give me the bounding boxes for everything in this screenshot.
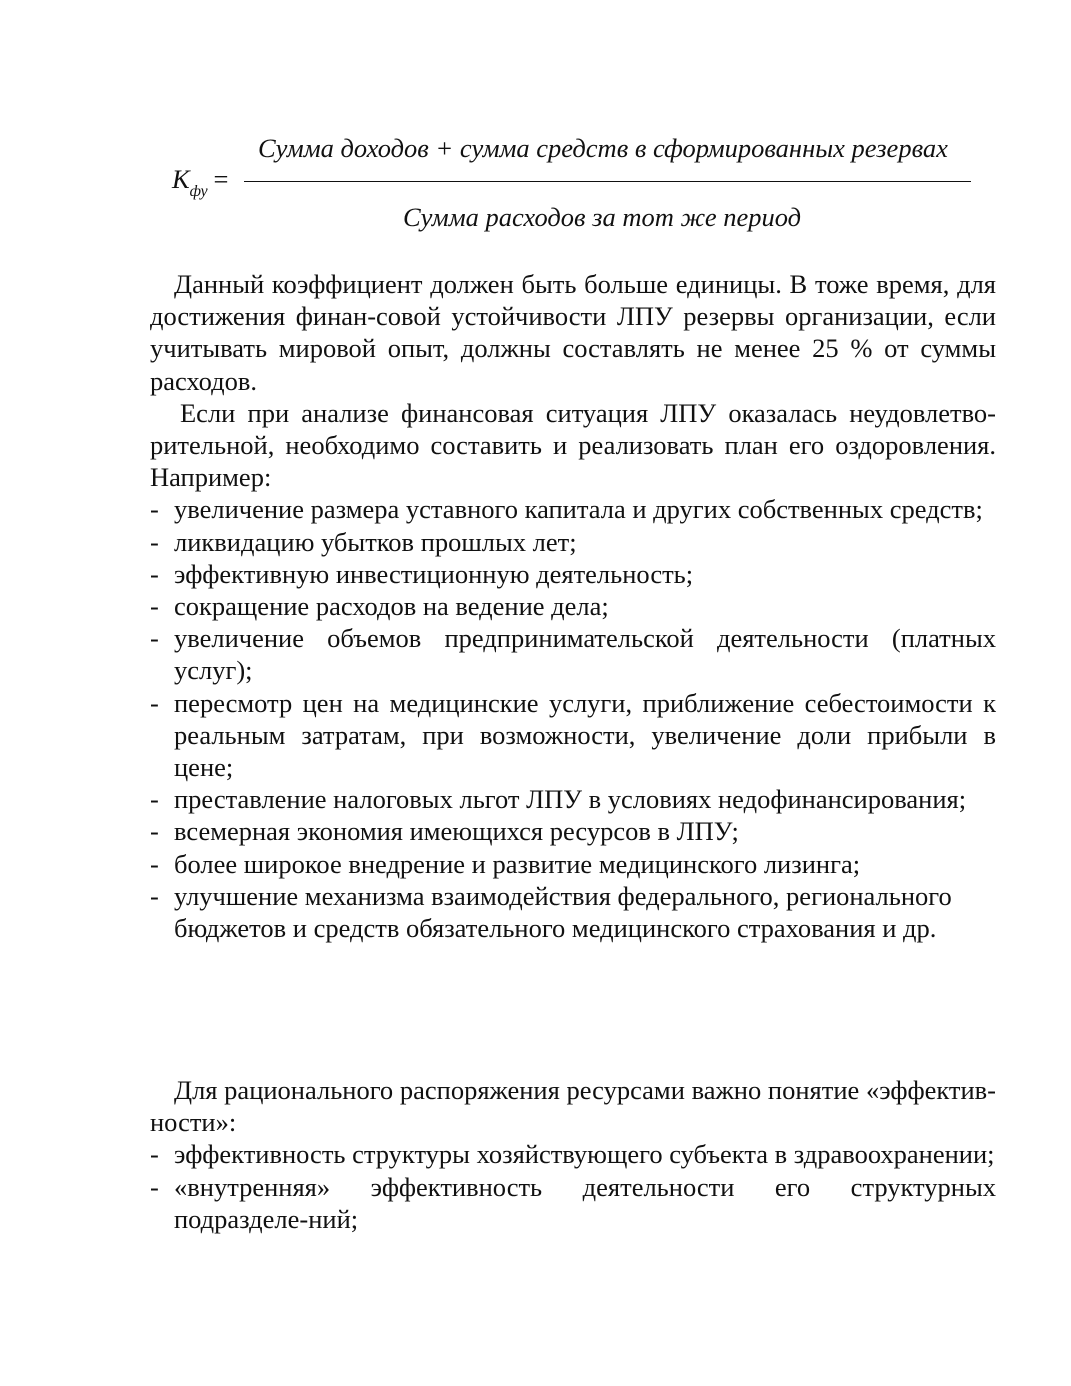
list-continuation: бюджетов и средств обязательного медицинского страхования и др. (174, 913, 937, 944)
efficiency-list (150, 1138, 996, 1235)
list-item: - эффективность структуры хозяйствующего субъекта в здравоохранении; (150, 1139, 995, 1170)
efficiency-block (150, 1074, 996, 1235)
list-item: - увеличение размера уставного капитала и других собственных средств; (150, 494, 983, 525)
coefficient-formula (0, 0, 1071, 250)
paragraph-recovery-plan: Если при анализе финансовая ситуация ЛПУ оказалась неудовлетво-рительной, необходимо составить и реализовать план его оздоровления. Например: (150, 397, 996, 493)
formula-numerator: Сумма доходов + сумма средств в сформированных резервах (258, 133, 948, 163)
list-item: - преставление налоговых льгот ЛПУ в условиях недофинансирования; (150, 784, 967, 815)
paragraph-efficiency: Для рационального распоряжения ресурсами важно понятие «эффектив-ности»: (150, 1075, 996, 1138)
formula-symbol: К (172, 164, 190, 194)
list-item: - сокращение расходов на ведение дела; (150, 591, 609, 622)
list-item: - «внутренняя» эффективность деятельности его структурных подразделе-ний; (150, 1171, 996, 1234)
formula-subscript: фу (189, 183, 208, 200)
formula-denominator: Сумма расходов за тот же период (403, 202, 802, 232)
measures-list (150, 493, 996, 912)
list-item: - улучшение механизма взаимодействия федерального, регионального (150, 880, 952, 911)
list-item: - пересмотр цен на медицинские услуги, приближение себестоимости к реальным затратам, при возможности, увеличение доли прибыли в цене; (150, 687, 996, 783)
list-item: - увеличение объемов предпринимательской деятельности (платных услуг); (150, 623, 996, 686)
formula-lhs (172, 164, 229, 200)
fraction-line (244, 181, 971, 182)
list-item: - ликвидацию убытков прошлых лет; (150, 526, 577, 557)
list-item: - всемерная экономия имеющихся ресурсов в ЛПУ; (150, 816, 739, 847)
formula-equals: = (213, 164, 229, 194)
list-item: - эффективную инвестиционную деятельность; (150, 558, 694, 589)
paragraph-coefficient: Данный коэффициент должен быть больше единицы. В тоже время, для достижения финан-совой устойчивости ЛПУ резервы организации, если учитывать мировой опыт, должны составлять не менее 25 % от суммы расходов. (150, 269, 996, 396)
list-item: - более широкое внедрение и развитие медицинского лизинга; (150, 848, 861, 879)
main-text-block (150, 268, 996, 944)
